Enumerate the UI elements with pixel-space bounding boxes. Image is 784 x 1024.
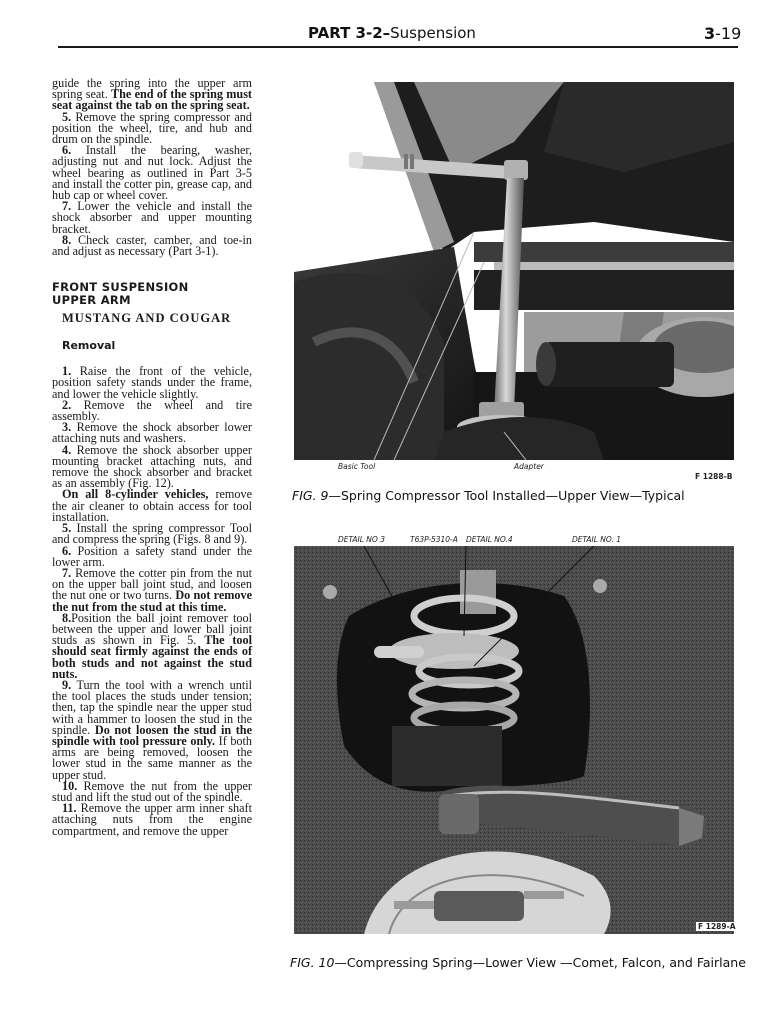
label-tool-number: T63P-5310-A	[410, 535, 458, 544]
step-6: 6. Install the bearing, washer, adjusting nut and nut lock. Adjust the wheel bearing as outlined in Part 3-5 and install the cotter pin, grease cap, and hub cap or wheel cover.	[52, 143, 252, 203]
removal-step-4: 4. Remove the shock absorber upper mounting bracket attaching nuts, and remove the shock absorber and bracket as an assembly (Fig. 12).	[52, 442, 252, 491]
step-5: 5. Remove the spring compressor and position the wheel, tire, and hub and drum on the spindle.	[52, 109, 252, 147]
label-basic-tool: Basic Tool	[338, 462, 376, 471]
header-rule	[58, 46, 738, 48]
step-8: 8. Check caster, camber, and toe-in and adjust as necessary (Part 3-1).	[52, 232, 252, 259]
removal-step-5: 5. Install the spring compressor Tool and compress the spring (Figs. 8 and 9).	[52, 521, 252, 547]
figure-10-photo	[294, 546, 734, 934]
removal-step-3: 3. Remove the shock absorber lower attaching nuts and washers.	[52, 420, 252, 446]
left-text-column	[52, 78, 252, 837]
removal-step-10: 10. Remove the nut from the upper stud and lift the stud out of the spindle.	[52, 778, 252, 804]
procedure-heading: Removal	[62, 339, 116, 353]
figure-code: F 1289-A	[698, 922, 736, 931]
removal-step-7: 7. Remove the cotter pin from the nut on the upper ball joint stud, and loosen the nut one or two turns. Do not remove the nut from the stud at this time.	[52, 565, 252, 614]
figure-9-photo	[294, 82, 734, 460]
spring-compressor-photo	[294, 82, 734, 460]
section-name: Suspension	[390, 24, 476, 42]
figure-10-caption: FIG. 10—Compressing Spring—Lower View —Comet, Falcon, and Fairlane	[290, 955, 746, 970]
removal-step-2: 2. Remove the wheel and tire assembly.	[52, 397, 252, 424]
compressing-spring-photo	[294, 546, 734, 934]
figure-code: F 1288-B	[695, 472, 733, 481]
figure-9-caption: FIG. 9—Spring Compressor Tool Installed—Upper View—Typical	[292, 488, 685, 503]
header-dash: –	[382, 24, 391, 42]
page-number: 3-19	[704, 24, 742, 43]
removal-step-9: 9. Turn the tool with a wrench until the tool places the studs under tension; then, tap the spindle near the upper stud with a hammer to loosen the stud in the spindle. Do not loosen the stud in the spindle with tool pressure only. If both arms are being removed, loosen the lower stud in the same manner as the upper stud.	[52, 677, 252, 782]
label-adapter: Adapter	[514, 462, 544, 471]
label-detail-3: DETAIL NO 3	[338, 535, 385, 544]
running-header-title	[308, 24, 476, 42]
label-detail-1: DETAIL NO. 1	[572, 535, 622, 544]
step-7: 7. Lower the vehicle and install the shock absorber and upper mounting bracket.	[52, 199, 252, 236]
removal-step-11: 11. Remove the upper arm inner shaft attaching nuts from the engine compartment, and remove the upper	[52, 801, 252, 838]
part-number: PART 3-2	[308, 24, 383, 42]
removal-step-1: 1. Raise the front of the vehicle, position safety stands under the frame, and lower the vehicle slightly.	[52, 364, 252, 401]
removal-step-8: 8.Position the ball joint remover tool between the upper and lower ball joint studs as shown in Fig. 5. The tool should seat firmly against the ends of both studs and not against the stud nuts.	[52, 610, 253, 681]
removal-step-4-note: On all 8-cylinder vehicles, remove the air cleaner to obtain access for tool installation.	[52, 487, 253, 524]
section-heading: FRONT SUSPENSION UPPER ARM	[52, 280, 189, 308]
label-detail-4: DETAIL NO.4	[466, 535, 513, 544]
paragraph-continued: guide the spring into the upper arm spring seat. The end of the spring must seat against the tab on the spring seat.	[52, 76, 252, 113]
subsection-heading: MUSTANG AND COUGAR	[62, 311, 232, 326]
removal-step-6: 6. Position a safety stand under the lower arm.	[52, 543, 252, 569]
